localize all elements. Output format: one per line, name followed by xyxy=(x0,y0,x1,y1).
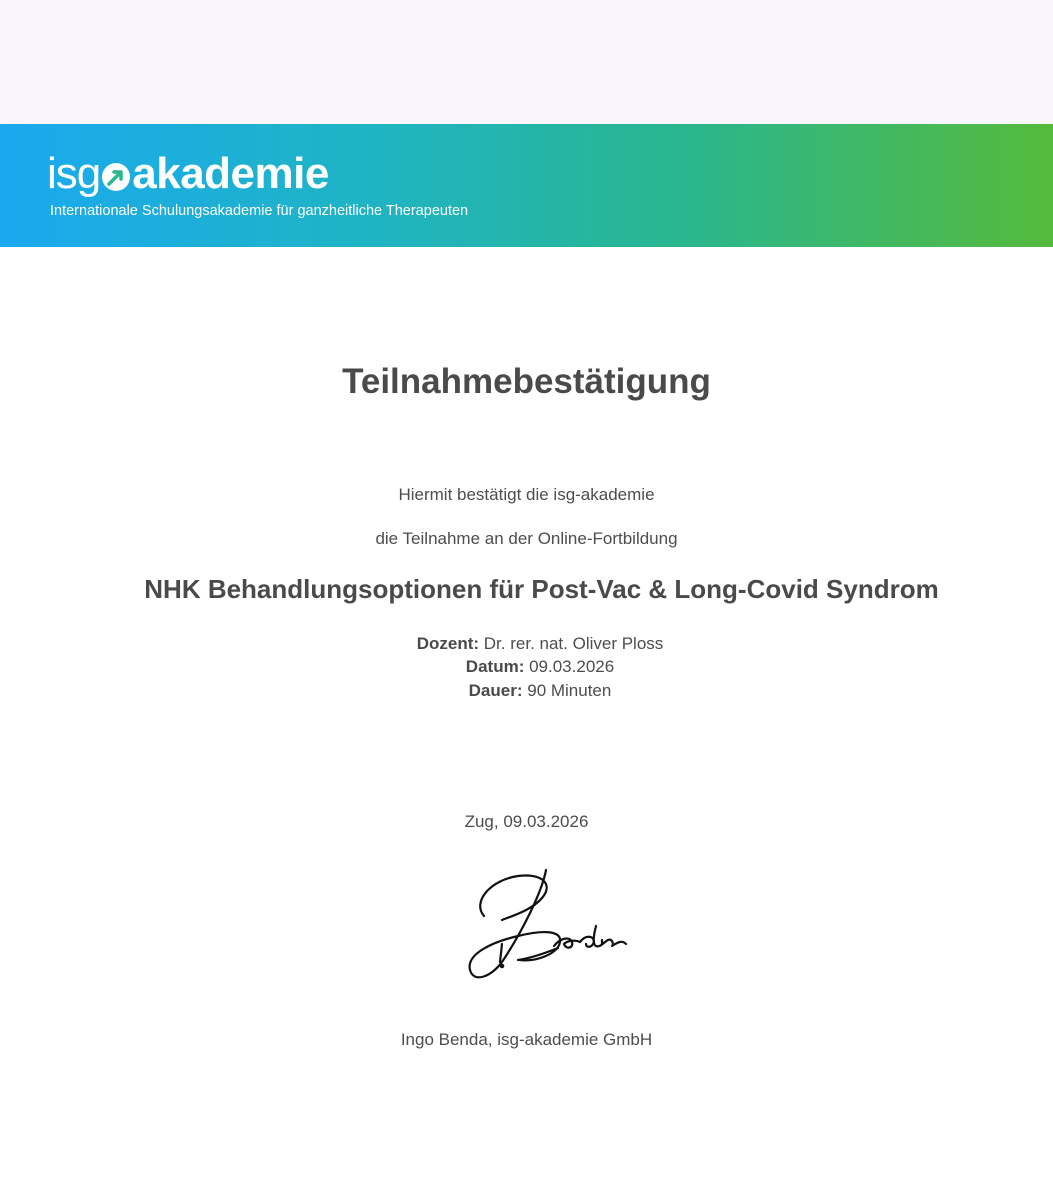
leaf-arrow-icon xyxy=(101,162,131,192)
course-title: NHK Behandlungsoptionen für Post-Vac & Long-Covid Syndrom xyxy=(144,574,939,604)
lecturer-label: Dozent: xyxy=(416,634,480,653)
handwritten-signature-icon xyxy=(462,862,637,987)
logo-akademie-text: akademie xyxy=(132,149,329,198)
isg-akademie-logo xyxy=(47,146,329,196)
place-date: Zug, 09.03.2026 xyxy=(464,812,589,831)
signatory-name: Ingo Benda, isg-akademie GmbH xyxy=(400,1030,653,1049)
header-tagline: Internationale Schulungsakademie für ganzheitliche Therapeuten xyxy=(50,203,469,219)
date-value: 09.03.2026 xyxy=(529,657,615,676)
intro-line-1: Hiermit bestätigt die isg-akademie xyxy=(398,485,655,504)
duration-row xyxy=(0,681,1053,701)
top-margin xyxy=(0,0,1053,124)
duration-value: 90 Minuten xyxy=(527,681,612,700)
date-label: Datum: xyxy=(465,657,525,676)
lecturer-value: Dr. rer. nat. Oliver Ploss xyxy=(483,634,664,653)
intro-line-2: die Teilnahme an der Online-Fortbildung xyxy=(375,529,678,548)
duration-label: Dauer: xyxy=(468,681,523,700)
lecturer-row xyxy=(0,634,1053,654)
date-row xyxy=(0,657,1053,677)
logo-isg-text: isg xyxy=(47,149,101,198)
page-title: Teilnahmebestätigung xyxy=(342,362,711,401)
